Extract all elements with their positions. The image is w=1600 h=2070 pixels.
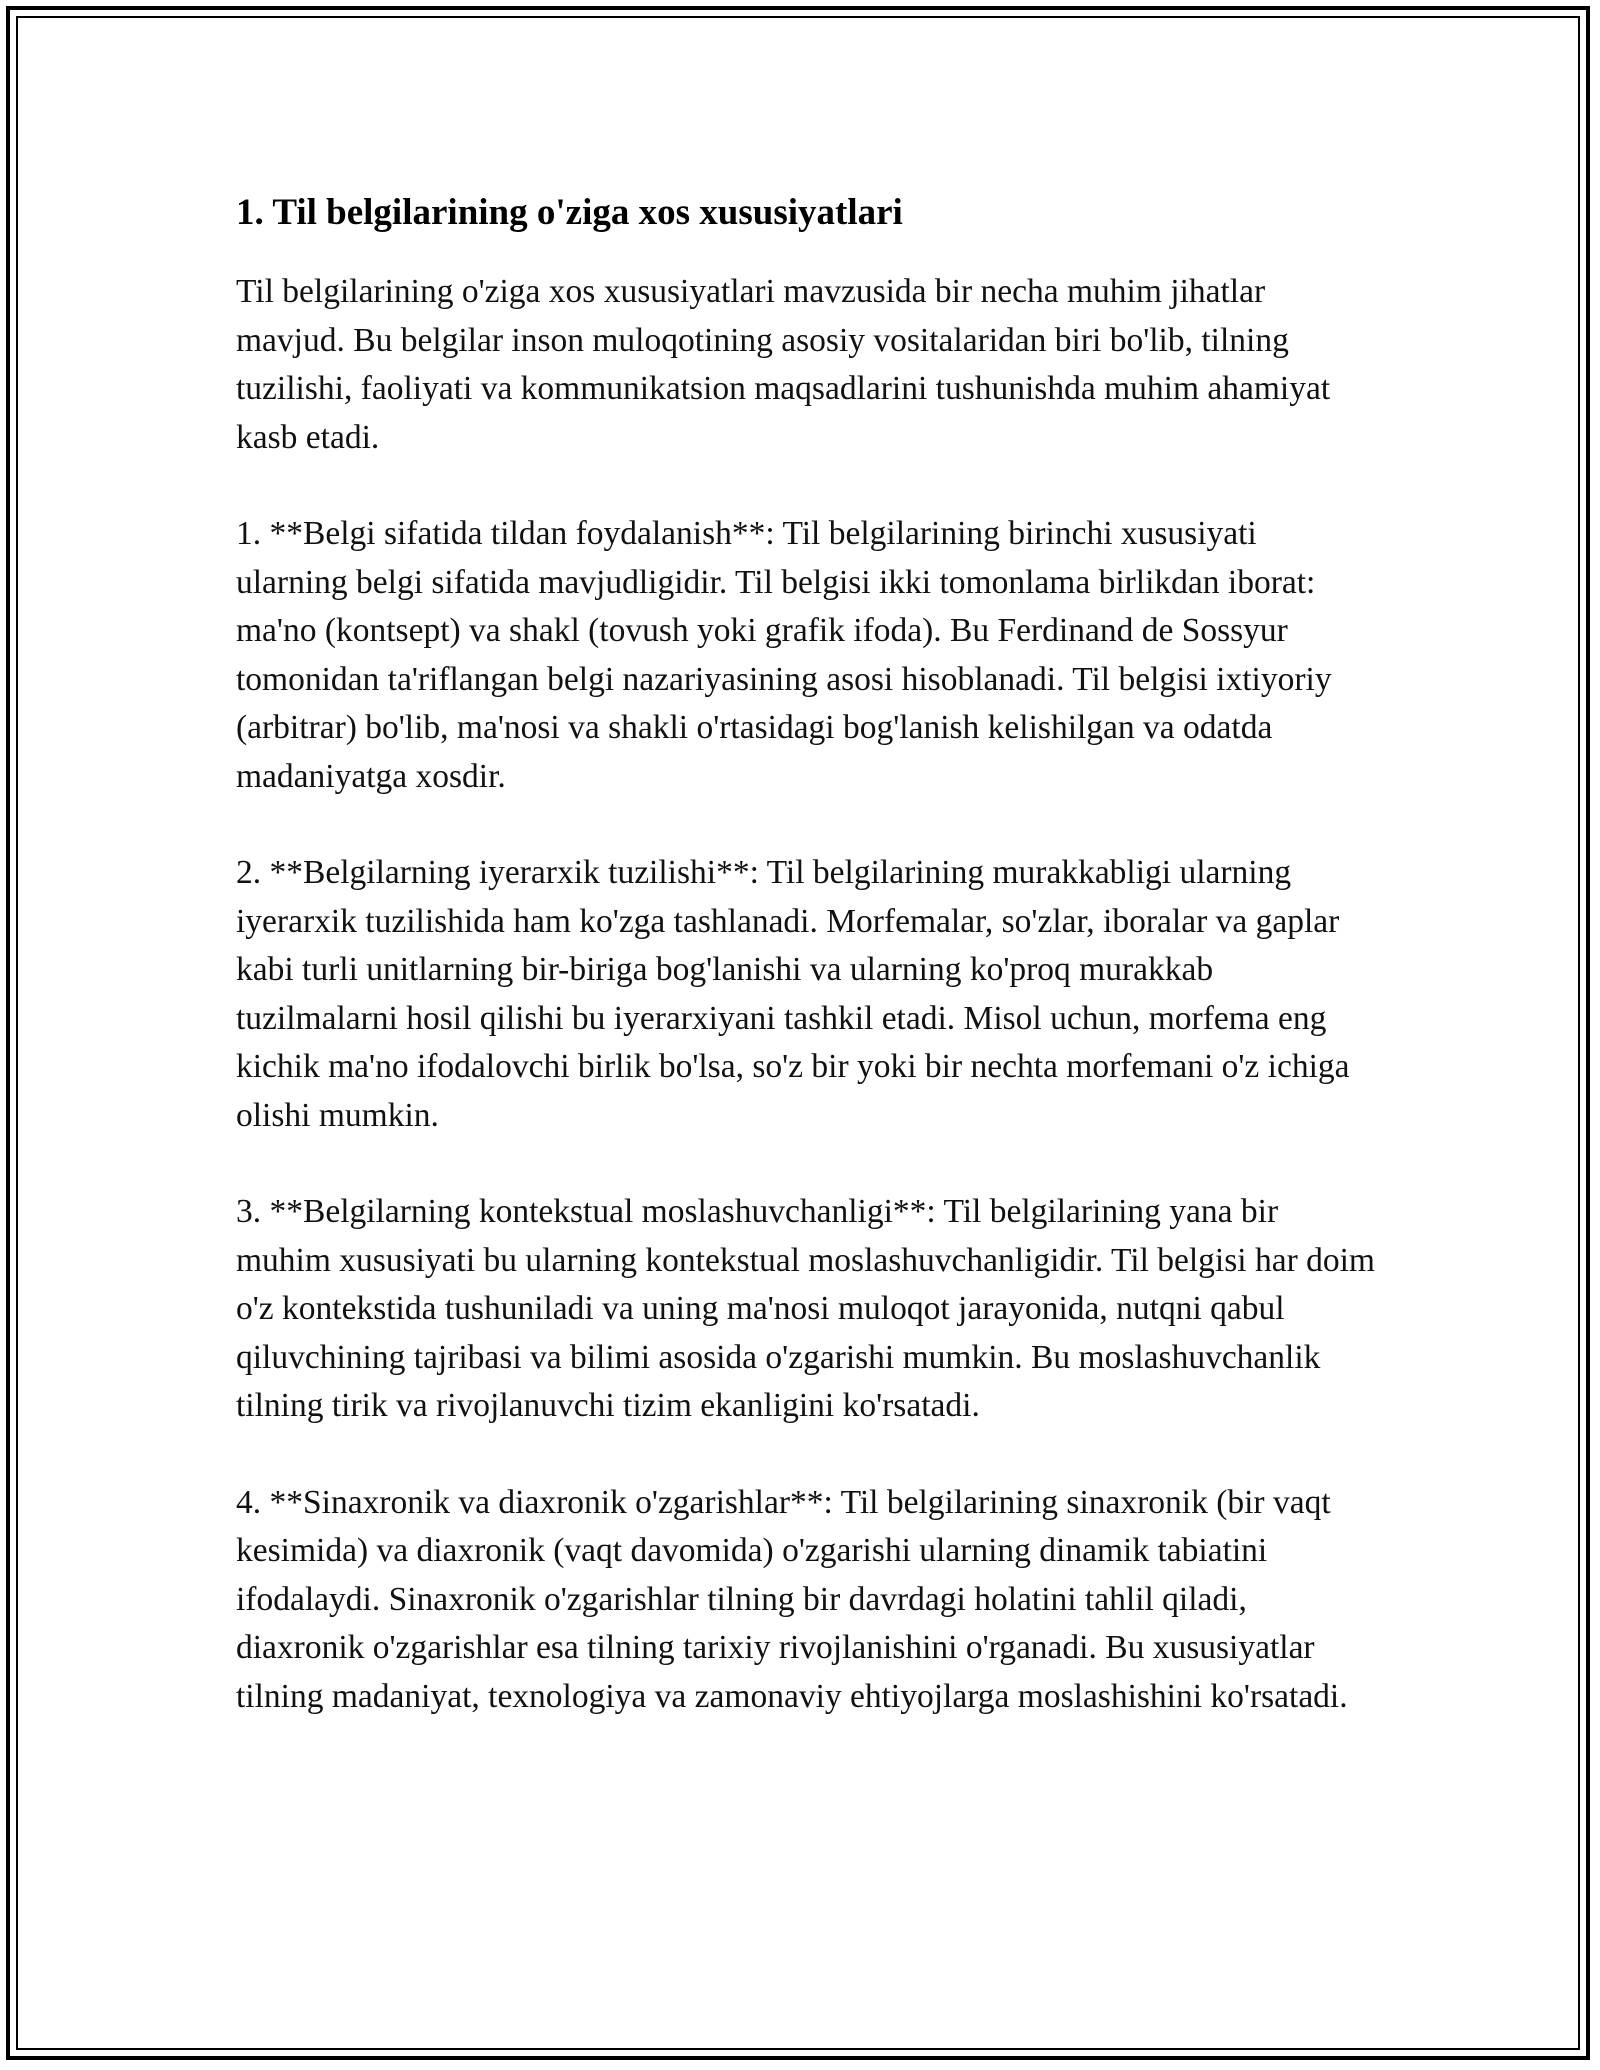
document-title: 1. Til belgilarining o'ziga xos xususiyatlari <box>236 192 903 233</box>
section-item-4: 4. **Sinaxronik va diaxronik o'zgarishlar**: Til belgilarining sinaxronik (bir vaqt kesimida) va diaxronik (vaqt davomida) o'zgarishi ularning dinamik tabiatini ifodalaydi. Sinaxronik o'zgarishlar tilning bir davrdagi holatini tahlil qiladi, diaxronik o'zgarishlar esa tilning tarixiy rivojlanishini o'rganadi. Bu xususiyatlar tilning madaniyat, texnologiya va zamonaviy ehtiyojlarga moslashishini ko'rsatadi. <box>236 1483 1348 1715</box>
section-item-1: 1. **Belgi sifatida tildan foydalanish**: Til belgilarining birinchi xususiyati ularning belgi sifatida mavjudligidir. Til belgisi ikki tomonlama birlikdan iborat: ma'no (kontsept) va shakl (tovush yoki grafik ifoda). Bu Ferdinand de Sossyur tomonidan ta'riflangan belgi nazariyasining asosi hisoblanadi. Til belgisi ixtiyoriy (arbitrar) bo'lib, ma'nosi va shakli o'rtasidagi bog'lanish kelishilgan va odatda madaniyatga xosdir. <box>236 515 1332 795</box>
intro-paragraph: Til belgilarining o'ziga xos xususiyatlari mavzusida bir necha muhim jihatlar mavjud. Bu belgilar inson muloqotining asosiy vositalaridan biri bo'lib, tilning tuzilishi, faoliyati va kommunikatsion maqsadlarini tushunishda muhim ahamiyat kasb etadi. <box>236 273 1331 456</box>
document-body <box>236 186 1376 1769</box>
section-item-2: 2. **Belgilarning iyerarxik tuzilishi**: Til belgilarining murakkabligi ularning iyerarxik tuzilishida ham ko'zga tashlanadi. Morfemalar, so'zlar, iboralar va gaplar kabi turli unitlarning bir-biriga bog'lanishi va ularning ko'proq murakkab tuzilmalarni hosil qilishi bu iyerarxiyani tashkil etadi. Misol uchun, morfema eng kichik ma'no ifodalovchi birlik bo'lsa, so'z bir yoki bir nechta morfemani o'z ichiga olishi mumkin. <box>236 854 1350 1134</box>
section-item-3: 3. **Belgilarning kontekstual moslashuvchanligi**: Til belgilarining yana bir muhim xususiyati bu ularning kontekstual moslashuvchanligidir. Til belgisi har doim o'z kontekstida tushuniladi va uning ma'nosi muloqot jarayonida, nutqni qabul qiluvchining tajribasi va bilimi asosida o'zgarishi mumkin. Bu moslashuvchanlik tilning tirik va rivojlanuvchi tizim ekanligini ko'rsatadi. <box>236 1193 1375 1424</box>
